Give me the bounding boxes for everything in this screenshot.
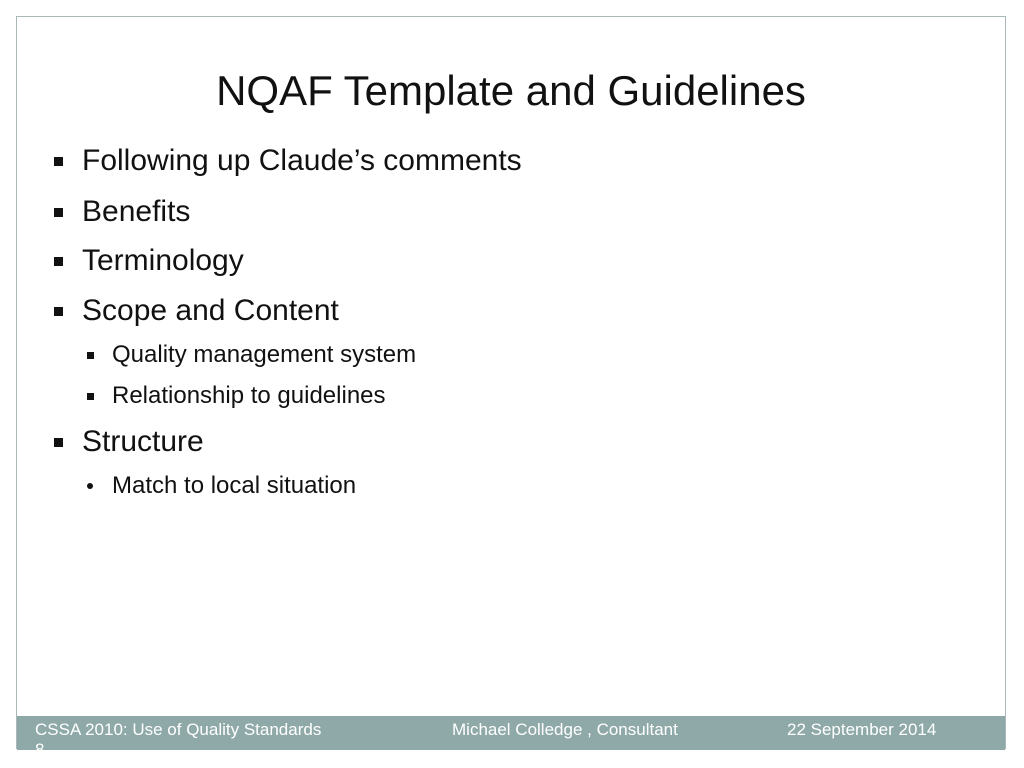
square-bullet-icon (54, 208, 63, 217)
bullet-text: Benefits (82, 195, 191, 228)
footer-page-number: 8 (35, 740, 45, 759)
sub-bullet-item (87, 340, 416, 370)
square-bullet-icon (87, 352, 94, 359)
sub-bullet-item (87, 381, 386, 411)
bullet-item (54, 194, 190, 230)
square-bullet-icon (54, 307, 63, 316)
square-bullet-icon (87, 393, 94, 400)
sub-bullet-text: Match to local situation (112, 472, 357, 499)
bullet-list (17, 17, 1005, 748)
bullet-text: Following up Claude’s comments (82, 144, 522, 177)
square-bullet-icon (54, 157, 63, 166)
sub-bullet-text: Relationship to guidelines (112, 382, 386, 409)
bullet-item (54, 424, 204, 460)
square-bullet-icon (54, 438, 63, 447)
bullet-text: Terminology (82, 244, 244, 277)
sub-bullet-text: Quality management system (112, 341, 417, 368)
footer-event: CSSA 2010: Use of Quality Standards (35, 720, 322, 739)
bullet-item (54, 293, 339, 329)
footer-author: Michael Colledge , Consultant (452, 720, 678, 739)
slide (16, 16, 1006, 759)
bullet-item (54, 243, 244, 279)
bullet-text: Structure (82, 425, 204, 458)
slide-footer (17, 716, 1005, 759)
round-bullet-icon (87, 483, 93, 489)
bullet-item (54, 143, 522, 179)
bullet-text: Scope and Content (82, 294, 339, 327)
slide-title: NQAF Template and Guidelines (216, 67, 806, 114)
footer-date: 22 September 2014 (787, 720, 937, 739)
square-bullet-icon (54, 257, 63, 266)
sub-bullet-item (87, 471, 356, 501)
